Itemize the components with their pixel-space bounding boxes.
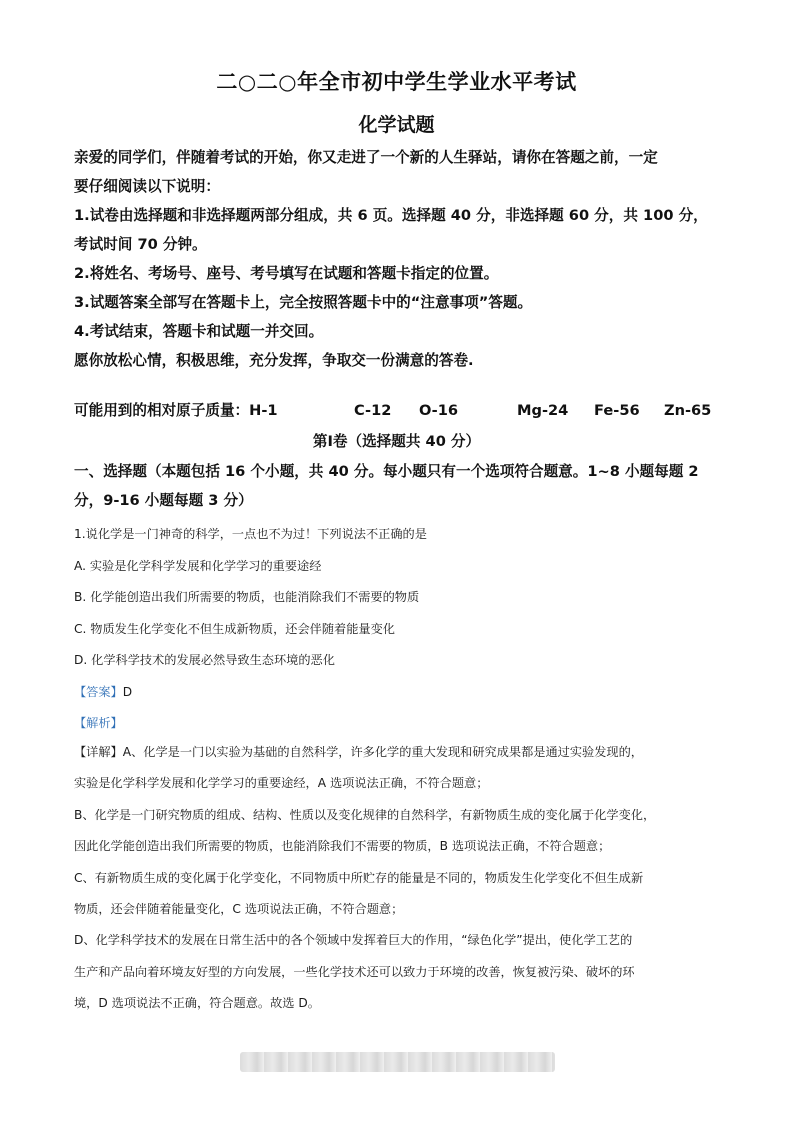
option-b: B. 化学能创造出我们所需要的物质，也能消除我们不需要的物质: [74, 590, 420, 604]
instructions: [74, 143, 724, 375]
exam-title: 二○二○年全市初中学生学业水平考试: [216, 70, 577, 94]
option-a: A. 实验是化学科学发展和化学学习的重要途经: [74, 558, 322, 573]
instruction-line: 亲爱的同学们，伴随着考试的开始，你又走进了一个新的人生驿站，请你在答题之前，一定: [74, 149, 658, 166]
question-stem: 1.说化学是一门神奇的科学，一点也不为过！下列说法不正确的是: [74, 527, 427, 541]
answer-value: D: [122, 684, 133, 699]
answer-tag: 【答案】: [74, 684, 123, 699]
answer-line: [74, 677, 724, 709]
explanation-line: C、有新物质生成的变化属于化学变化，不同物质中所贮存的能量是不同的，物质发生化学变化不但生成新: [74, 870, 644, 885]
atomic-mass-label: 可能用到的相对原子质量：H-1: [74, 402, 278, 419]
instruction-line: 要仔细阅读以下说明：: [74, 178, 220, 195]
atomic-mass-item: O-16: [419, 402, 459, 419]
instruction-line: 1.试卷由选择题和非选择题两部分组成，共 6 页。选择题 40 分，非选择题 60 分，共 100 分，: [74, 207, 708, 224]
instruction-line: 2.将姓名、考场号、座号、考号填写在试题和答题卡指定的位置。: [74, 265, 499, 282]
explanation-line: D、化学科学技术的发展在日常生活中的各个领域中发挥着巨大的作用，“绿色化学”提出，使化学工艺的: [74, 933, 633, 948]
atomic-masses: [74, 396, 724, 425]
part-heading-line: 一、选择题（本题包括 16 个小题，共 40 分。每小题只有一个选项符合题意。1~8 小题每题 2: [74, 463, 699, 480]
exam-subtitle: 化学试题: [358, 114, 435, 136]
explanation-line: 实验是化学科学发展和化学学习的重要途经，A 选项说法正确，不符合题意；: [74, 776, 489, 791]
explanation-line: [74, 737, 726, 768]
blurred-footer-watermark: [240, 1052, 555, 1072]
explanation-line: 物质，还会伴随着能量变化，C 选项说法正确，不符合题意；: [74, 902, 404, 917]
atomic-mass-item: C-12: [354, 402, 392, 419]
analysis-tag: 【解析】: [74, 716, 123, 730]
part-heading-line: 分，9-16 小题每题 3 分）: [74, 492, 253, 509]
instruction-line: 4.考试结束，答题卡和试题一并交回。: [74, 323, 324, 340]
option-d: D. 化学科学技术的发展必然导致生态环境的恶化: [74, 653, 335, 667]
explanation-text: A、化学是一门以实验为基础的自然科学，许多化学的重大发现和研究成果都是通过实验发现的，: [122, 745, 643, 759]
explanation-line: 生产和产品向着环境友好型的方向发展，一些化学技术还可以致力于环境的改善，恢复被污染、破坏的环: [74, 964, 635, 979]
instruction-line: 3.试题答案全部写在答题卡上，完全按照答题卡中的“注意事项”答题。: [74, 294, 533, 311]
option-c: C. 物质发生化学变化不但生成新物质，还会伴随着能量变化: [74, 621, 395, 636]
atomic-mass-item: Mg-24: [517, 402, 569, 419]
part-heading: [74, 457, 724, 515]
atomic-mass-item: Fe-56: [594, 402, 640, 419]
section-title: 第Ⅰ卷（选择题共 40 分）: [312, 433, 481, 450]
detail-tag: 【详解】: [74, 745, 123, 759]
explanation: [74, 737, 726, 1020]
explanation-line: 因此化学能创造出我们所需要的物质，也能消除我们不需要的物质，B 选项说法正确，不符合题意；: [74, 839, 611, 854]
question-1: [74, 519, 724, 740]
analysis-line: [74, 708, 724, 740]
explanation-line: 境，D 选项说法不正确，符合题意。故选 D。: [74, 996, 320, 1011]
instruction-line: 愿你放松心情，积极思维，充分发挥，争取交一份满意的答卷.: [74, 352, 474, 369]
atomic-mass-item: Zn-65: [664, 402, 712, 419]
instruction-line: 考试时间 70 分钟。: [74, 236, 207, 253]
explanation-line: B、化学是一门研究物质的组成、结构、性质以及变化规律的自然科学，有新物质生成的变化属于化学变化，: [74, 807, 656, 822]
